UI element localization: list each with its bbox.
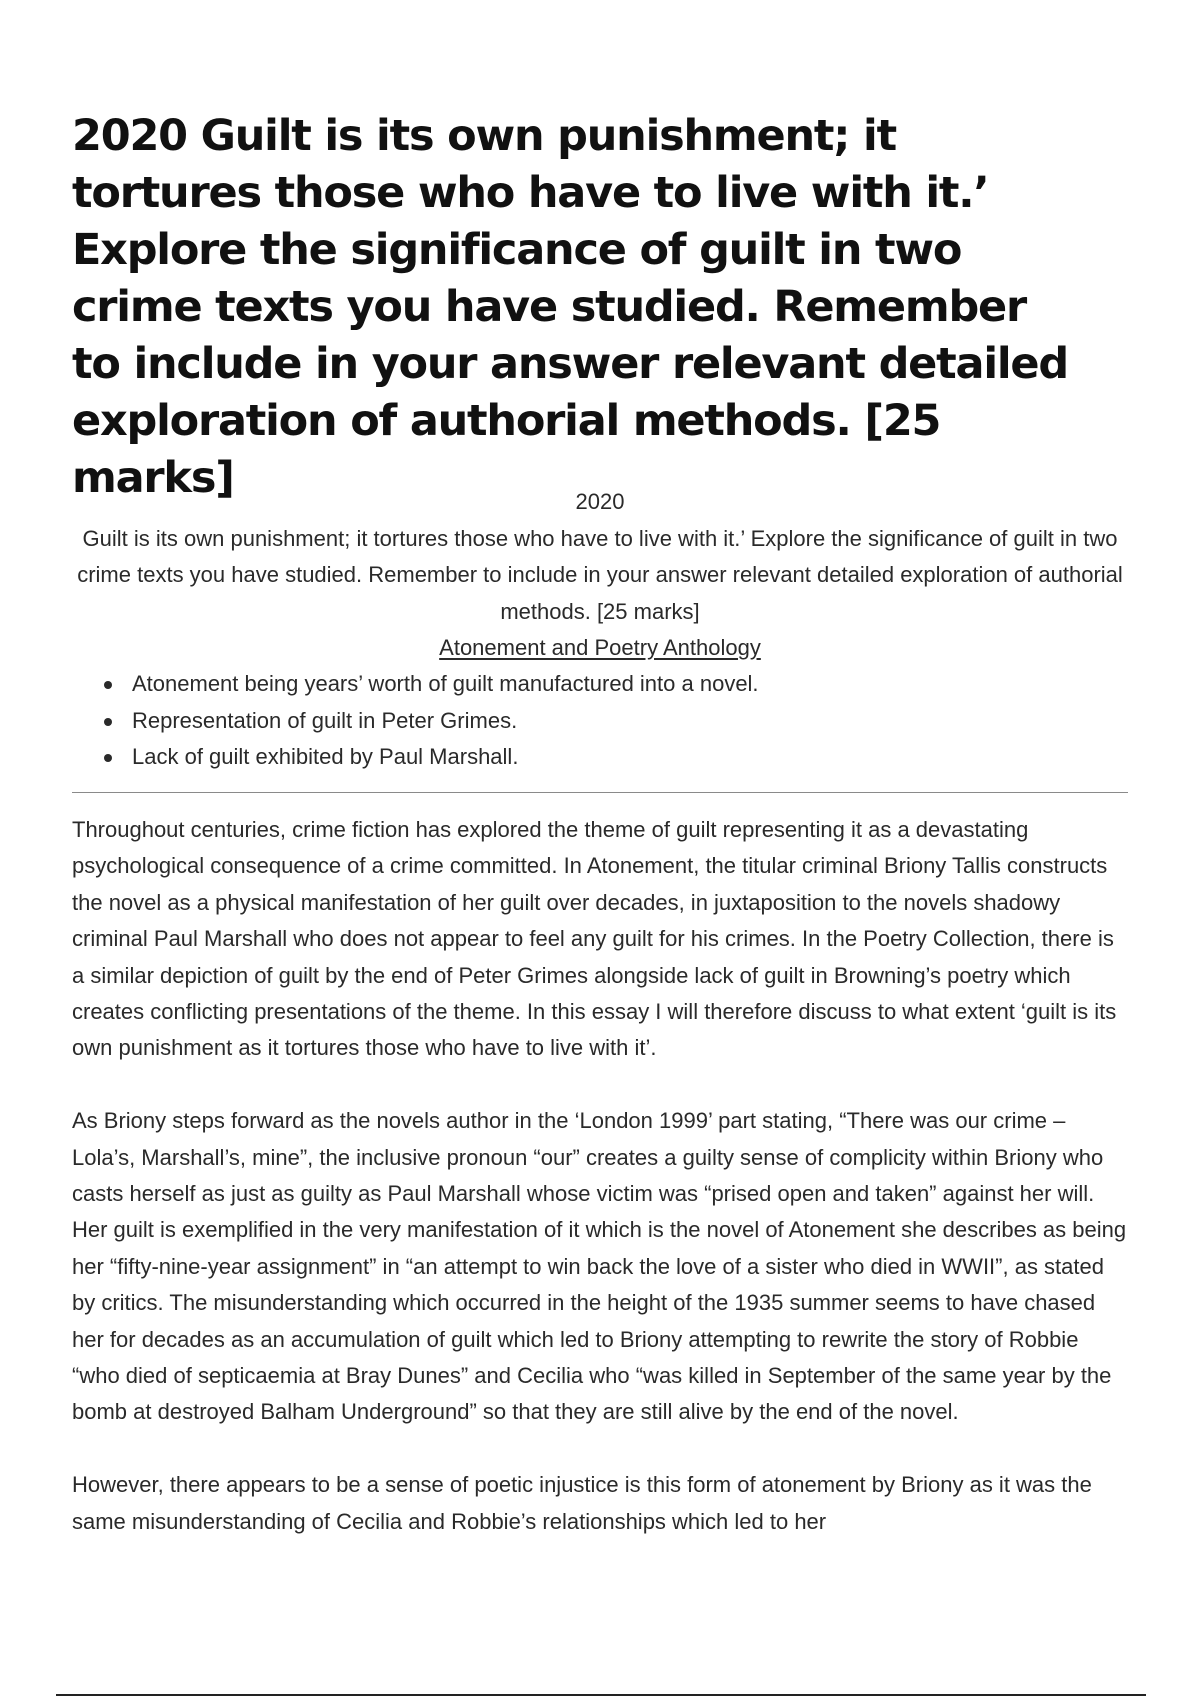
bullet-icon (104, 681, 112, 689)
list-item (100, 703, 1100, 740)
essay-paragraph: As Briony steps forward as the novels author in the ‘London 1999’ part stating, “There was our crime – Lola’s, Marshall’s, mine”, the inclusive pronoun “our” creates a guilty sense of complicity within Briony who casts herself as just as guilty as Paul Marshall whose victim was “prised open and taken” against her will. Her guilt is exemplified in the very manifestation of it which is the novel of Atonement she describes as being her “fifty-nine-year assignment” in “an attempt to win back the love of a sister who died in WWII”, as stated by critics. The misunderstanding which occurred in the height of the 1935 summer seems to have chased her for decades as an accumulation of guilt which led to Briony attempting to rewrite the story of Robbie “who died of septicaemia at Bray Dunes” and Cecilia who “was killed in September of the same year by the bomb at destroyed Balham Underground” so that they are still alive by the end of the novel. (72, 1108, 1127, 1425)
texts-heading: Atonement and Poetry Anthology (439, 635, 761, 660)
prompt-year: 2020 (575, 489, 625, 514)
page-title: 2020 Guilt is its own punishment; it tortures those who have to live with it.’ Explore the significance of guilt in two crime texts you have studied. Remember to include in your answer relevant detailed exploration of authorial methods. [25 marks] (72, 111, 1068, 503)
essay-body (72, 812, 1132, 1576)
bullet-icon (104, 754, 112, 762)
list-item (100, 739, 1100, 776)
list-item (100, 666, 1100, 703)
list-item-text: Lack of guilt exhibited by Paul Marshall. (132, 744, 519, 769)
section-divider (72, 792, 1128, 793)
bullet-icon (104, 718, 112, 726)
list-item-text: Atonement being years’ worth of guilt manufactured into a novel. (132, 671, 759, 696)
list-item-text: Representation of guilt in Peter Grimes. (132, 707, 518, 733)
essay-paragraph: However, there appears to be a sense of poetic injustice is this form of atonement by Briony as it was the same misunderstanding of Cecilia and Robbie’s relationships which led to her (72, 1472, 1092, 1534)
essay-paragraph: Throughout centuries, crime fiction has explored the theme of guilt representing it as a devastating psychological consequence of a crime committed. In Atonement, the titular criminal Briony Tallis constructs the novel as a physical manifestation of her guilt over decades, in juxtaposition to the novels shadowy criminal Paul Marshall who does not appear to feel any guilt for his crimes. In the Poetry Collection, there is a similar depiction of guilt by the end of Peter Grimes alongside lack of guilt in Browning’s poetry which creates conflicting presentations of the theme. In this essay I will therefore discuss to what extent ‘guilt is its own punishment as it tortures those who have to live with it’. (72, 817, 1117, 1061)
page-bottom-divider (56, 1694, 1146, 1696)
plan-list (100, 666, 1100, 776)
prompt-question: Guilt is its own punishment; it tortures those who have to live with it.’ Explore the significance of guilt in two crime texts you have studied. Remember to include in your answer relevant detailed exploration of authorial methods. [25 marks] (77, 525, 1123, 624)
essay-prompt (72, 484, 1128, 667)
